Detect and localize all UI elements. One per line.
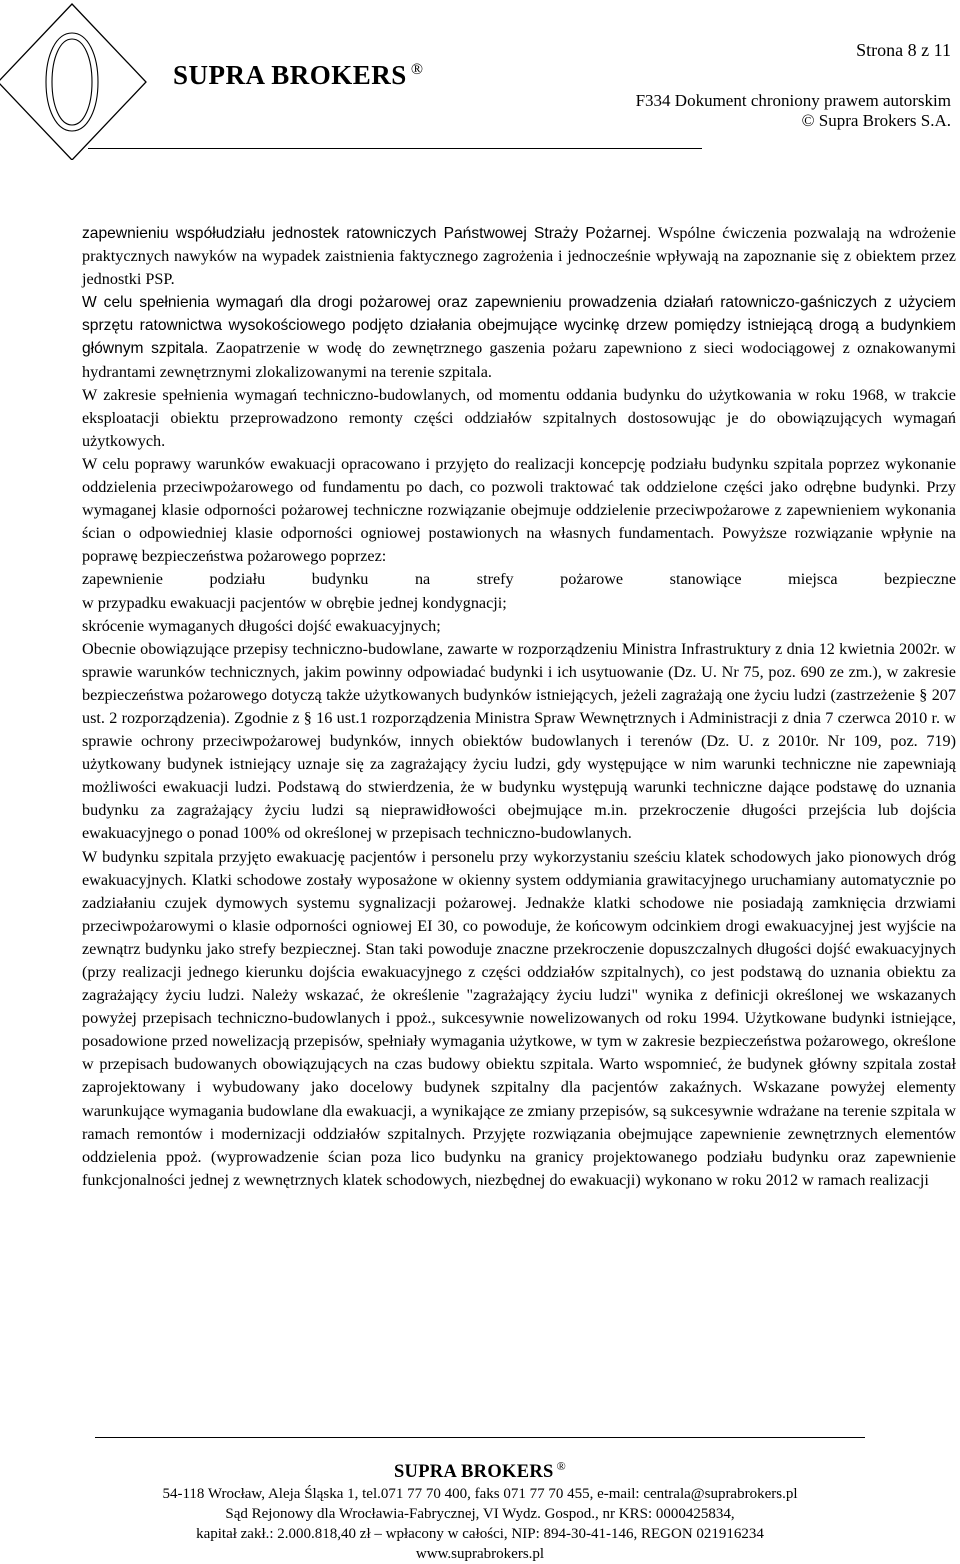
document-body <box>82 222 956 1192</box>
paragraph-6: W budynku szpitala przyjęto ewakuację pacjentów i personelu przy wykorzystaniu sześciu klatek schodowych jako pionowych dróg ewakuacyjnych. Klatki schodowe zostały wyposażone w okienny system oddymiania grawitacyjnego uruchamiany automatycznie po zadziałaniu czujek dymowych systemu sygnalizacji pożarowej. Jednakże klatki schodowe nie posiadają zamknięcia drzwiami przeciwpożarowymi o klasie odporności ogniowej EI 30, co powoduje, że końcowym odcinkiem drogi ewakuacyjnej jest wyjście na zewnątrz budynku jako strefy bezpiecznej. Stan taki powoduje znaczne przekroczenie dopuszczalnych długości dojść ewakuacyjnych (przy realizacji jednego kierunku dojścia ewakuacyjnego z części oddziałów szpitalnych), co jest podstawą do uznania obiektu za zagrażający życiu ludzi. Należy wskazać, że określenie "zagrażający życiu ludzi" wynika z definicji określonej we wskazanych powyżej przepisach techniczno-budowlanych i ppoż., sukcesywnie nowelizowanych od roku 1994. Użytkowane budynki istniejące, posadowione przed nowelizacją przepisów, spełniały wymagania użytkowe, w tym w zakresie bezpieczeństwa pożarowego, określone w przepisach budowanych obowiązujących na czas budowy obiektu szpitala. Warto wspomnieć, że budynek główny szpitala został zaprojektowany i wybudowany jako docelowy budynek szpitalny dla pacjentów zakaźnych. Wskazane powyżej elementy warunkujące wymagania budowlane dla ewakuacji, a wynikające ze zmiany przepisów, są sukcesywnie wdrażane na terenie szpitala w ramach remontów i modernizacji oddziałów szpitalnych. Przyjęte rozwiązania obejmujące zapewnienie zewnętrznych elementów oddzielenia ppoż. (wyprowadzenie ścian poza lico budynku na granicy projektowanego podziału budynku oraz zapewnienie funkcjonalności jednej z wewnętrznych klatek schodowych, niezbędnej do ewakuacji) wykonano w roku 2012 w ramach realizacji <box>82 847 956 1189</box>
header-brand <box>173 60 423 91</box>
footer-brand <box>0 1454 960 1484</box>
paragraph-2 <box>82 291 956 383</box>
footer-reg-mark: ® <box>556 1459 567 1473</box>
header-brand-name: SUPRA BROKERS <box>173 60 407 90</box>
list-item-1-line-2: w przypadku ewakuacji pacjentów w obrębie jednej kondygnacji; <box>82 593 507 612</box>
logo-zero <box>46 33 98 131</box>
footer-address: 54-118 Wrocław, Aleja Śląska 1, tel.071 77 70 400, faks 071 77 70 455, e-mail: centrala@suprabrokers.pl <box>162 1486 798 1503</box>
page-footer <box>0 1454 960 1564</box>
list-item-2: skrócenie wymaganych długości dojść ewakuacyjnych; <box>82 616 441 635</box>
document-notice <box>636 91 951 131</box>
paragraph-1 <box>82 222 956 291</box>
paragraph-2-sans: W celu spełnienia wymagań dla drogi pożarowej oraz zapewnieniu prowadzenia działań ratowniczo-gaśniczych z użyciem sprzętu ratownictwa wysokościowego podjęto działania obejmujące wycinkę drzew pomiędzy istniejącą drogą a budynkiem głównym szpitala. <box>82 294 956 358</box>
list-item-1-line-1: zapewnienie podziału budynku na strefy pożarowe stanowiące miejsca bezpieczne <box>82 570 956 589</box>
document-notice-line2: © Supra Brokers S.A. <box>801 111 951 130</box>
footer-website: www.suprabrokers.pl <box>415 1546 545 1563</box>
footer-brand-name: SUPRA BROKERS <box>393 1462 554 1483</box>
supra-brokers-logo <box>0 0 150 160</box>
page-number: Strona 8 z 11 <box>856 40 951 60</box>
footer-capital: kapitał zakł.: 2.000.818,40 zł – wpłacony w całości, NIP: 894-30-41-146, REGON 021916234 <box>196 1526 764 1543</box>
paragraph-1-serif: Wspólne ćwiczenia pozwalają na wdrożenie praktycznych nawyków na wypadek zaistnienia faktycznego zagrożenia i jednocześnie wpływają na zapoznanie się z obiektem przez jednostki PSP. <box>82 224 956 289</box>
paragraph-1-sans: zapewnieniu współudziału jednostek ratowniczych Państwowej Straży Pożarnej. <box>82 225 652 242</box>
logo-diamond <box>0 4 146 160</box>
document-notice-line1: F334 Dokument chroniony prawem autorskim <box>635 91 951 110</box>
paragraph-3: W zakresie spełnienia wymagań techniczno-budowlanych, od momentu oddania budynku do użytkowania w roku 1968, w trakcie eksploatacji obiektu przeprowadzono remonty części oddziałów szpitalnych dostosowując je do obowiązujących wymagań użytkowych. <box>82 385 956 450</box>
header-reg-mark: ® <box>410 61 424 78</box>
paragraph-4: W celu poprawy warunków ewakuacji opracowano i przyjęto do realizacji koncepcję podziału budynku szpitala poprzez wykonanie oddzielenia przeciwpożarowego od fundamentu po dach, co pozwoli traktować tak oddzielone części jako odrębne budynki. Przy wymaganej klasie odporności pożarowej techniczne rozwiązanie obejmuje oddzielenie przeciwpożarowe z zapewnieniem wykonania ścian o odpowiedniej klasie odporności ogniowej postawionych na własnych fundamentach. Powyższe rozwiązanie wpłynie na poprawę bezpieczeństwa pożarowego poprzez: <box>82 454 956 566</box>
footer-court-registration: Sąd Rejonowy dla Wrocławia-Fabrycznej, VI Wydz. Gospod., nr KRS: 0000425834, <box>225 1506 735 1523</box>
header-rule <box>88 148 702 149</box>
paragraph-5: Obecnie obowiązujące przepisy techniczno-budowlane, zawarte w rozporządzeniu Ministra Infrastruktury z dnia 12 kwietnia 2002r. w sprawie warunków technicznych, jakim powinny odpowiadać budynki i ich usytuowanie (Dz. U. Nr 75, poz. 690 ze zm.), w zakresie bezpieczeństwa pożarowego dotyczą także użytkowanych budynków istniejących, jeżeli zagrażają one życiu ludzi (zastrzeżenie § 207 ust. 2 rozporządzenia). Zgodnie z § 16 ust.1 rozporządzenia Ministra Spraw Wewnętrznych i Administracji z dnia 7 czerwca 2010 r. w sprawie ochrony przeciwpożarowej budynków, innych obiektów budowlanych i terenów (Dz. U. z 2010r. Nr 109, poz. 719) użytkowany budynek istniejący uznaje się za zagrażający życiu ludzi, gdy występujące w nim warunki techniczne nie zapewniają możliwości ewakuacji ludzi. Podstawą do stwierdzenia, że w budynku występują warunki techniczne dające podstawę do uznania budynku za zagrażający życiu ludzi są nieprawidłowości obejmujące m.in. przekroczenie długości przejścia lub dojścia ewakuacyjnego o ponad 100% od określonej w przepisach techniczno-budowlanych. <box>82 639 956 843</box>
paragraph-2-serif: Zaopatrzenie w wodę do zewnętrznego gaszenia pożaru zapewniono z sieci wodociągowej z oznakowanymi hydrantami zewnętrznymi zlokalizowanymi na terenie szpitala. <box>82 339 956 381</box>
footer-rule <box>95 1437 865 1438</box>
